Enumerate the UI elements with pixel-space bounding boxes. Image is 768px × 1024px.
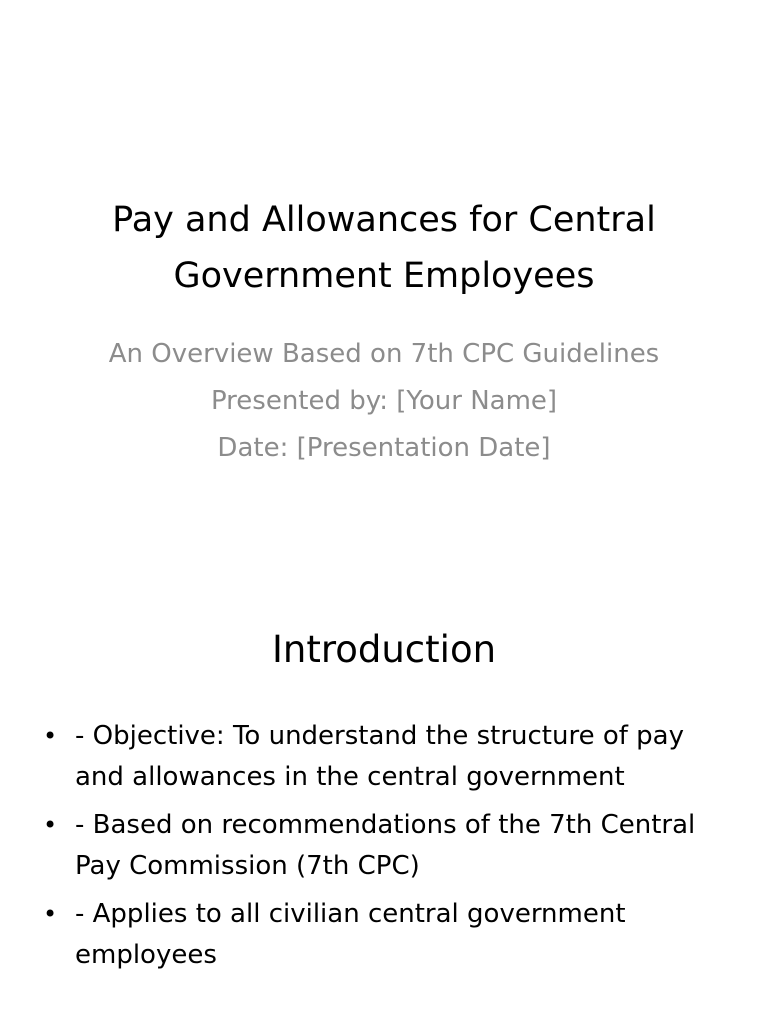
bullet-text: - Based on recommendations of the 7th Central Pay Commission (7th CPC) [75,810,696,881]
bullet-icon: • [43,811,58,839]
slide-title: Introduction [271,628,497,671]
date-line: Date: [Presentation Date] [217,433,551,463]
subtitle-line: An Overview Based on 7th CPC Guidelines [108,339,660,369]
presenter-line: Presented by: [Your Name] [210,386,558,416]
bullet-text: - Applies to all civilian central government employees [75,899,626,970]
bullet-list [40,716,730,983]
slide-title: Pay and Allowances for Central Government Employees [112,200,656,296]
bullet-icon: • [43,722,58,750]
bullet-item [40,716,730,798]
bullet-item [40,805,730,887]
slide-subtitle [90,334,678,469]
bullet-text: - Objective: To understand the structure of pay and allowances in the central government [75,721,684,792]
introduction-slide [0,576,768,1024]
bullet-item [40,894,730,976]
bullet-icon: • [43,900,58,928]
